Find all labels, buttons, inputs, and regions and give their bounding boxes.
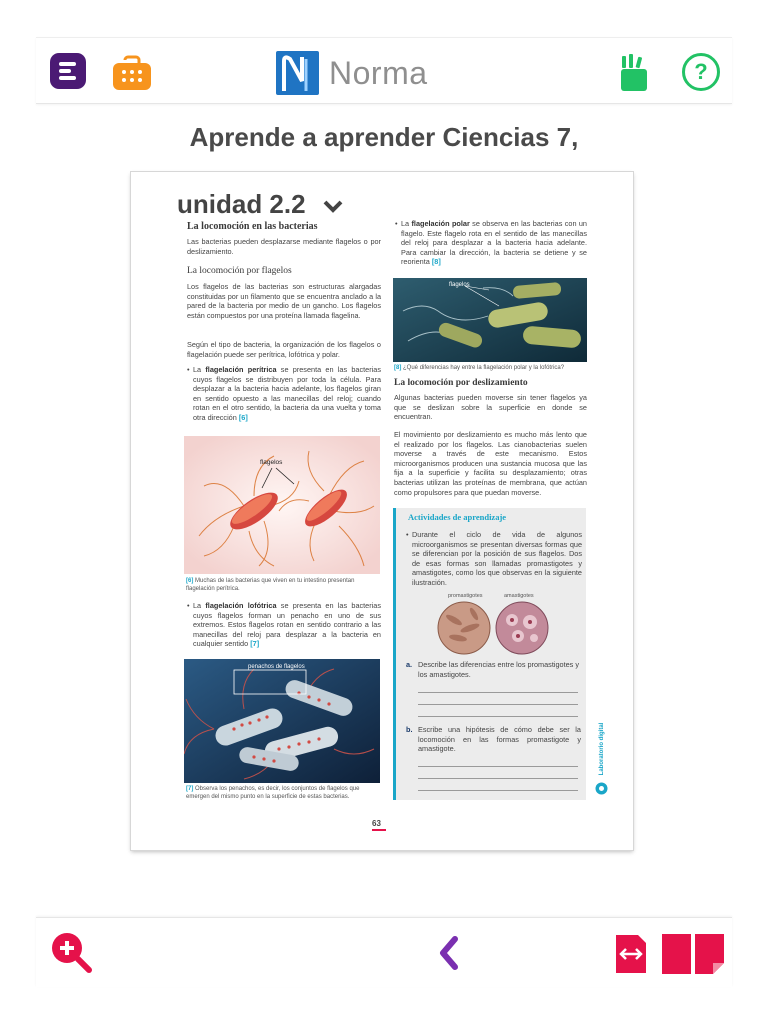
two-page-icon[interactable] [661, 933, 725, 975]
question-a-text: Describe las diferencias entre los promastigotes y los amastigotes. [418, 660, 580, 679]
promastigote-amastigote-illustration [436, 600, 550, 656]
chevron-down-icon[interactable] [322, 198, 344, 214]
bullet-dot: • [187, 601, 190, 610]
answer-line[interactable] [418, 766, 578, 767]
zoom-in-icon[interactable] [50, 931, 94, 975]
menu-icon[interactable] [50, 53, 86, 89]
paragraph-deslizamiento-1: Algunas bacterias pueden moverse sin tener flagelos ya que se deslizan sobre la superficie en donde se encuentran. [394, 393, 587, 422]
logo-text: Norma [329, 54, 428, 91]
pencil-cup-icon[interactable] [620, 54, 650, 92]
peritrichous-bacteria-image [184, 436, 380, 574]
fit-width-icon[interactable] [614, 933, 648, 975]
paragraph-intro: Las bacterias pueden desplazarse mediante flagelos o por deslizamiento. [187, 237, 381, 256]
logo-mark-icon [276, 51, 319, 95]
paragraph-tipos: Según el tipo de bacteria, la organización de los flagelos o flagelación puede ser perítrica, lofótrica y polar. [187, 340, 381, 359]
paragraph-deslizamiento-2: El movimiento por deslizamiento es mucho más lento que el realizado por los flagelos. Las cianobacterias suelen moverse a través de este mecanismo. Estos microorganismos producen una sustancia mucosa que las fija a la superficie y facilita su desplazamiento; otras bacterias utilizan las proteínas de membrana, que actúan como propulsores para que puedan moverse. [394, 430, 587, 497]
bullet-dot: • [406, 530, 409, 539]
activities-box [393, 508, 586, 800]
bullet-dot: • [395, 219, 398, 228]
briefcase-icon[interactable] [111, 52, 153, 92]
answer-line[interactable] [418, 790, 578, 791]
page-number: 63 [372, 819, 381, 828]
question-b-text: Escribe una hipótesis de cómo debe ser la locomoción en las formas promastigote y amastigote. [418, 725, 581, 754]
img8-label: flagelos [449, 282, 470, 288]
question-a-letter: a. [406, 660, 413, 669]
unit-selector-label[interactable]: unidad 2.2 [177, 189, 306, 219]
answer-line[interactable] [418, 692, 578, 693]
digital-lab-label: Laboratorio digital [599, 722, 605, 776]
img6-label: flagelos [260, 459, 283, 466]
heading-locomocion: La locomoción en las bacterias [187, 221, 318, 232]
page-number-underline [372, 829, 386, 831]
lophotrichous-bacteria-image [184, 659, 380, 783]
book-page [131, 172, 633, 850]
answer-line[interactable] [418, 778, 578, 779]
bullet-dot: • [187, 365, 190, 374]
question-b-letter: b. [406, 725, 413, 734]
chevron-left-icon[interactable] [435, 934, 463, 972]
activity-intro: Durante el ciclo de vida de algunos microorganismos se presentan diversas formas que se diferencian por la posición de sus flagelos. Dos de esas formas son llamadas promastigotes y amastigotes, como los que observas en la siguiente ilustración. [412, 530, 582, 587]
bottom-toolbar [36, 917, 732, 987]
heading-flagelos: La locomoción por flagelos [187, 266, 292, 276]
norma-logo [276, 51, 428, 95]
bullet-lofotrica: La flagelación lofótrica se presenta en las bacterias cuyos flagelos forman un penacho en uno de sus extremos. Estos flagelos rotan en sentido contrario a las manecillas del reloj para desplazar a la bacteria en cualquier sentido [7] [193, 601, 381, 649]
polar-flagellum-bacteria-image [393, 278, 587, 362]
img7-label: penachos de flagelos [248, 664, 305, 670]
bullet-polar: La flagelación polar se observa en las bacterias con un flagelo. Este flagelo rota en el sentido de las manecillas del reloj para desplazar a la bacteria hacia adelante. Para cambiar la dirección, la bacteria se detiene y se reorienta [8] [401, 219, 587, 267]
paragraph-flagelos: Los flagelos de las bacterias son estructuras alargadas constituidas por un filamento que se encuentra anclado a la pared de la bacteria por medio de un gancho. Los flagelos están compuestos por una proteína llamada flagelina. [187, 282, 381, 320]
answer-line[interactable] [418, 704, 578, 705]
top-toolbar [36, 37, 732, 104]
book-title: Aprende a aprender Ciencias 7, [189, 122, 579, 152]
activities-title: Actividades de aprendizaje [408, 512, 507, 522]
digital-lab-icon [595, 782, 608, 795]
heading-deslizamiento: La locomoción por deslizamiento [394, 378, 528, 388]
label-promastigotes: promastigotes [448, 593, 483, 599]
caption-8: [8] ¿Qué diferencias hay entre la flagelación polar y la lofótrica? [394, 365, 565, 371]
caption-7: [7] Observa los penachos, es decir, los conjuntos de flagelos que emergen del mismo punto en la superficie de estas bacterias. [186, 786, 360, 800]
caption-6: [6] Muchas de las bacterias que viven en tu intestino presentan flagelación perítrica. [186, 578, 355, 592]
answer-line[interactable] [418, 716, 578, 717]
digital-lab-link[interactable] [595, 724, 609, 794]
help-icon[interactable]: ? [682, 53, 720, 91]
bullet-peritrica: La flagelación perítrica se presenta en las bacterias cuyos flagelos se distribuyen por toda la célula. Para desplazar a la bacteria hacia adelante, los flagelos giran en sentido opuesto a las manecillas del reloj; cuando rotan en el otro sentido, la bacteria da una vuelta y toma otra dirección [6] [193, 365, 381, 422]
label-amastigotes: amastigotes [504, 593, 534, 599]
